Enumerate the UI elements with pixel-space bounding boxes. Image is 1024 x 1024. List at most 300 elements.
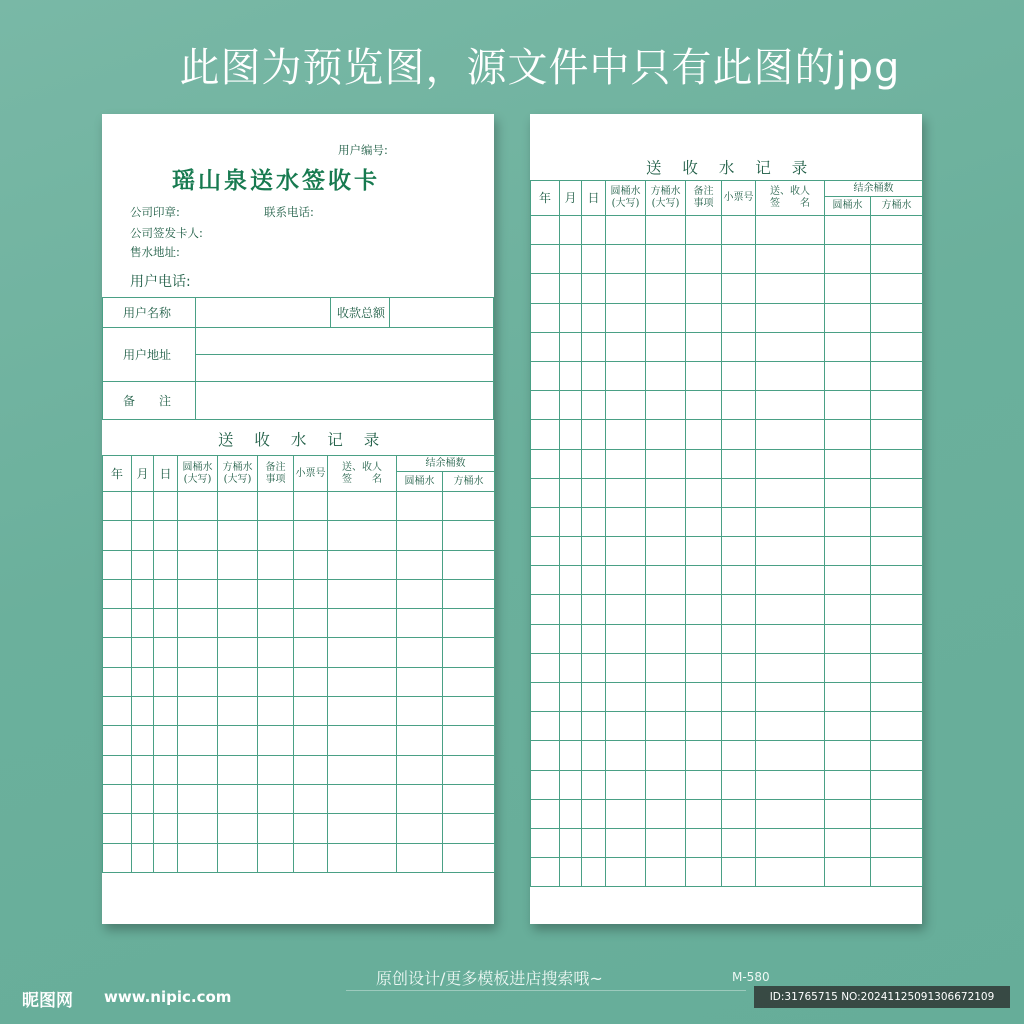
record-cell[interactable] (686, 595, 722, 624)
record-cell[interactable] (871, 507, 923, 536)
record-cell[interactable] (582, 478, 606, 507)
record-cell[interactable] (103, 609, 132, 638)
record-cell[interactable] (294, 550, 328, 579)
record-cell[interactable] (397, 755, 443, 784)
record-cell[interactable] (103, 814, 132, 843)
record-cell[interactable] (531, 332, 560, 361)
record-cell[interactable] (756, 420, 825, 449)
record-cell[interactable] (825, 361, 871, 390)
record-cell[interactable] (646, 303, 686, 332)
record-cell[interactable] (722, 391, 756, 420)
record-cell[interactable] (825, 449, 871, 478)
record-cell[interactable] (686, 478, 722, 507)
record-cell[interactable] (328, 784, 397, 813)
record-cell[interactable] (531, 770, 560, 799)
record-cell[interactable] (871, 303, 923, 332)
record-cell[interactable] (397, 697, 443, 726)
record-cell[interactable] (443, 638, 495, 667)
record-cell[interactable] (328, 814, 397, 843)
record-cell[interactable] (825, 566, 871, 595)
record-cell[interactable] (825, 391, 871, 420)
record-cell[interactable] (328, 667, 397, 696)
record-cell[interactable] (582, 624, 606, 653)
record-cell[interactable] (294, 784, 328, 813)
record-cell[interactable] (560, 566, 582, 595)
record-cell[interactable] (328, 579, 397, 608)
record-cell[interactable] (582, 595, 606, 624)
record-cell[interactable] (294, 638, 328, 667)
record-cell[interactable] (825, 712, 871, 741)
record-cell[interactable] (560, 303, 582, 332)
user-address-field-line2[interactable] (196, 355, 494, 382)
record-cell[interactable] (397, 579, 443, 608)
record-cell[interactable] (646, 391, 686, 420)
record-cell[interactable] (132, 784, 154, 813)
record-cell[interactable] (154, 843, 178, 872)
record-cell[interactable] (756, 799, 825, 828)
record-cell[interactable] (531, 653, 560, 682)
record-cell[interactable] (686, 683, 722, 712)
record-cell[interactable] (531, 595, 560, 624)
record-cell[interactable] (258, 784, 294, 813)
record-cell[interactable] (294, 492, 328, 521)
record-cell[interactable] (531, 391, 560, 420)
record-cell[interactable] (686, 858, 722, 887)
record-cell[interactable] (756, 858, 825, 887)
record-cell[interactable] (871, 624, 923, 653)
record-cell[interactable] (531, 478, 560, 507)
record-cell[interactable] (294, 579, 328, 608)
record-cell[interactable] (154, 492, 178, 521)
record-cell[interactable] (560, 216, 582, 245)
record-cell[interactable] (756, 391, 825, 420)
record-cell[interactable] (178, 638, 218, 667)
record-cell[interactable] (582, 332, 606, 361)
record-cell[interactable] (218, 843, 258, 872)
record-cell[interactable] (531, 683, 560, 712)
record-cell[interactable] (103, 726, 132, 755)
record-cell[interactable] (756, 595, 825, 624)
record-cell[interactable] (756, 741, 825, 770)
record-cell[interactable] (646, 449, 686, 478)
record-cell[interactable] (871, 537, 923, 566)
record-cell[interactable] (871, 391, 923, 420)
record-cell[interactable] (294, 609, 328, 638)
record-cell[interactable] (258, 579, 294, 608)
record-cell[interactable] (582, 245, 606, 274)
record-cell[interactable] (871, 478, 923, 507)
record-cell[interactable] (443, 521, 495, 550)
record-cell[interactable] (103, 550, 132, 579)
record-cell[interactable] (686, 420, 722, 449)
record-cell[interactable] (103, 521, 132, 550)
record-cell[interactable] (606, 741, 646, 770)
record-cell[interactable] (154, 579, 178, 608)
record-cell[interactable] (825, 478, 871, 507)
record-cell[interactable] (560, 391, 582, 420)
record-cell[interactable] (154, 609, 178, 638)
record-cell[interactable] (154, 667, 178, 696)
record-cell[interactable] (154, 726, 178, 755)
record-cell[interactable] (871, 858, 923, 887)
record-cell[interactable] (756, 566, 825, 595)
record-cell[interactable] (328, 726, 397, 755)
record-cell[interactable] (646, 653, 686, 682)
record-cell[interactable] (531, 245, 560, 274)
record-cell[interactable] (722, 303, 756, 332)
record-cell[interactable] (103, 697, 132, 726)
record-cell[interactable] (560, 332, 582, 361)
record-cell[interactable] (258, 843, 294, 872)
record-cell[interactable] (825, 741, 871, 770)
record-cell[interactable] (686, 449, 722, 478)
record-cell[interactable] (218, 814, 258, 843)
record-cell[interactable] (686, 799, 722, 828)
record-cell[interactable] (531, 537, 560, 566)
record-cell[interactable] (646, 274, 686, 303)
record-cell[interactable] (582, 449, 606, 478)
record-cell[interactable] (294, 521, 328, 550)
record-cell[interactable] (258, 550, 294, 579)
record-cell[interactable] (294, 667, 328, 696)
record-cell[interactable] (531, 420, 560, 449)
record-cell[interactable] (722, 478, 756, 507)
record-cell[interactable] (582, 653, 606, 682)
record-cell[interactable] (722, 624, 756, 653)
record-cell[interactable] (871, 770, 923, 799)
record-cell[interactable] (722, 216, 756, 245)
record-cell[interactable] (722, 799, 756, 828)
record-cell[interactable] (871, 653, 923, 682)
record-cell[interactable] (606, 245, 646, 274)
record-cell[interactable] (582, 828, 606, 857)
record-cell[interactable] (825, 799, 871, 828)
record-cell[interactable] (582, 391, 606, 420)
record-cell[interactable] (132, 814, 154, 843)
record-cell[interactable] (722, 361, 756, 390)
record-cell[interactable] (756, 478, 825, 507)
record-cell[interactable] (178, 814, 218, 843)
record-cell[interactable] (825, 420, 871, 449)
record-cell[interactable] (722, 449, 756, 478)
record-cell[interactable] (825, 683, 871, 712)
record-cell[interactable] (722, 507, 756, 536)
record-cell[interactable] (531, 274, 560, 303)
total-amount-field[interactable] (390, 298, 494, 328)
record-cell[interactable] (178, 550, 218, 579)
record-cell[interactable] (531, 828, 560, 857)
record-cell[interactable] (582, 566, 606, 595)
record-cell[interactable] (154, 521, 178, 550)
record-cell[interactable] (582, 537, 606, 566)
record-cell[interactable] (560, 712, 582, 741)
record-cell[interactable] (132, 492, 154, 521)
record-cell[interactable] (646, 858, 686, 887)
record-cell[interactable] (531, 858, 560, 887)
record-cell[interactable] (397, 550, 443, 579)
site-url-link[interactable]: www.nipic.com (104, 988, 232, 1006)
record-cell[interactable] (582, 712, 606, 741)
record-cell[interactable] (178, 579, 218, 608)
record-cell[interactable] (686, 653, 722, 682)
record-cell[interactable] (560, 858, 582, 887)
record-cell[interactable] (686, 245, 722, 274)
record-cell[interactable] (686, 274, 722, 303)
record-cell[interactable] (397, 492, 443, 521)
record-cell[interactable] (560, 624, 582, 653)
record-cell[interactable] (560, 799, 582, 828)
user-address-field-line1[interactable] (196, 328, 494, 355)
record-cell[interactable] (154, 784, 178, 813)
record-cell[interactable] (443, 784, 495, 813)
record-cell[interactable] (722, 274, 756, 303)
record-cell[interactable] (646, 828, 686, 857)
record-cell[interactable] (443, 609, 495, 638)
record-cell[interactable] (606, 653, 646, 682)
record-cell[interactable] (686, 566, 722, 595)
record-cell[interactable] (825, 858, 871, 887)
record-cell[interactable] (560, 537, 582, 566)
record-cell[interactable] (871, 828, 923, 857)
record-cell[interactable] (178, 609, 218, 638)
record-cell[interactable] (560, 478, 582, 507)
record-cell[interactable] (646, 741, 686, 770)
record-cell[interactable] (606, 274, 646, 303)
record-cell[interactable] (606, 216, 646, 245)
record-cell[interactable] (560, 595, 582, 624)
record-cell[interactable] (722, 566, 756, 595)
record-cell[interactable] (582, 683, 606, 712)
record-cell[interactable] (397, 521, 443, 550)
record-cell[interactable] (756, 828, 825, 857)
record-cell[interactable] (871, 683, 923, 712)
record-cell[interactable] (218, 726, 258, 755)
record-cell[interactable] (328, 521, 397, 550)
record-cell[interactable] (722, 595, 756, 624)
record-cell[interactable] (560, 741, 582, 770)
record-cell[interactable] (218, 697, 258, 726)
record-cell[interactable] (646, 770, 686, 799)
record-cell[interactable] (443, 755, 495, 784)
record-cell[interactable] (443, 843, 495, 872)
record-cell[interactable] (686, 303, 722, 332)
record-cell[interactable] (397, 638, 443, 667)
record-cell[interactable] (218, 638, 258, 667)
record-cell[interactable] (606, 537, 646, 566)
record-cell[interactable] (646, 624, 686, 653)
record-cell[interactable] (825, 332, 871, 361)
record-cell[interactable] (756, 712, 825, 741)
record-cell[interactable] (871, 712, 923, 741)
record-cell[interactable] (443, 667, 495, 696)
record-cell[interactable] (825, 624, 871, 653)
record-cell[interactable] (397, 784, 443, 813)
record-cell[interactable] (825, 507, 871, 536)
record-cell[interactable] (722, 537, 756, 566)
record-cell[interactable] (258, 521, 294, 550)
record-cell[interactable] (443, 579, 495, 608)
record-cell[interactable] (103, 667, 132, 696)
record-cell[interactable] (606, 828, 646, 857)
record-cell[interactable] (606, 391, 646, 420)
record-cell[interactable] (722, 828, 756, 857)
record-cell[interactable] (531, 624, 560, 653)
record-cell[interactable] (154, 550, 178, 579)
record-cell[interactable] (258, 638, 294, 667)
record-cell[interactable] (178, 843, 218, 872)
record-cell[interactable] (825, 828, 871, 857)
record-cell[interactable] (218, 550, 258, 579)
record-cell[interactable] (686, 507, 722, 536)
record-cell[interactable] (825, 274, 871, 303)
record-cell[interactable] (646, 595, 686, 624)
record-cell[interactable] (178, 697, 218, 726)
record-cell[interactable] (686, 828, 722, 857)
record-cell[interactable] (218, 492, 258, 521)
record-cell[interactable] (871, 799, 923, 828)
record-cell[interactable] (686, 770, 722, 799)
record-cell[interactable] (582, 770, 606, 799)
record-cell[interactable] (178, 726, 218, 755)
record-cell[interactable] (294, 814, 328, 843)
record-cell[interactable] (756, 449, 825, 478)
record-cell[interactable] (178, 521, 218, 550)
record-cell[interactable] (756, 303, 825, 332)
record-cell[interactable] (722, 858, 756, 887)
record-cell[interactable] (328, 697, 397, 726)
record-cell[interactable] (294, 726, 328, 755)
record-cell[interactable] (258, 814, 294, 843)
record-cell[interactable] (132, 550, 154, 579)
record-cell[interactable] (582, 858, 606, 887)
record-cell[interactable] (646, 478, 686, 507)
record-cell[interactable] (582, 274, 606, 303)
record-cell[interactable] (722, 332, 756, 361)
record-cell[interactable] (218, 784, 258, 813)
record-cell[interactable] (871, 566, 923, 595)
record-cell[interactable] (560, 770, 582, 799)
record-cell[interactable] (531, 566, 560, 595)
record-cell[interactable] (258, 697, 294, 726)
record-cell[interactable] (178, 755, 218, 784)
record-cell[interactable] (871, 449, 923, 478)
record-cell[interactable] (294, 697, 328, 726)
record-cell[interactable] (178, 492, 218, 521)
record-cell[interactable] (871, 274, 923, 303)
record-cell[interactable] (531, 507, 560, 536)
record-cell[interactable] (825, 303, 871, 332)
record-cell[interactable] (606, 712, 646, 741)
record-cell[interactable] (560, 274, 582, 303)
record-cell[interactable] (646, 216, 686, 245)
record-cell[interactable] (103, 755, 132, 784)
record-cell[interactable] (722, 420, 756, 449)
record-cell[interactable] (722, 653, 756, 682)
record-cell[interactable] (871, 361, 923, 390)
record-cell[interactable] (686, 391, 722, 420)
record-cell[interactable] (132, 638, 154, 667)
record-cell[interactable] (756, 332, 825, 361)
record-cell[interactable] (756, 653, 825, 682)
record-cell[interactable] (178, 667, 218, 696)
record-cell[interactable] (825, 537, 871, 566)
record-cell[interactable] (582, 741, 606, 770)
record-cell[interactable] (154, 697, 178, 726)
record-cell[interactable] (606, 507, 646, 536)
record-cell[interactable] (258, 609, 294, 638)
record-cell[interactable] (756, 361, 825, 390)
record-cell[interactable] (606, 303, 646, 332)
record-cell[interactable] (132, 843, 154, 872)
record-cell[interactable] (443, 492, 495, 521)
record-cell[interactable] (103, 579, 132, 608)
record-cell[interactable] (154, 638, 178, 667)
record-cell[interactable] (132, 579, 154, 608)
record-cell[interactable] (646, 712, 686, 741)
user-name-field[interactable] (196, 298, 331, 328)
record-cell[interactable] (218, 667, 258, 696)
record-cell[interactable] (825, 770, 871, 799)
record-cell[interactable] (218, 521, 258, 550)
record-cell[interactable] (560, 449, 582, 478)
record-cell[interactable] (294, 755, 328, 784)
record-cell[interactable] (722, 712, 756, 741)
record-cell[interactable] (218, 579, 258, 608)
record-cell[interactable] (258, 755, 294, 784)
record-cell[interactable] (154, 814, 178, 843)
record-cell[interactable] (646, 566, 686, 595)
record-cell[interactable] (722, 245, 756, 274)
record-cell[interactable] (531, 712, 560, 741)
record-cell[interactable] (531, 741, 560, 770)
record-cell[interactable] (756, 216, 825, 245)
record-cell[interactable] (871, 420, 923, 449)
record-cell[interactable] (218, 609, 258, 638)
record-cell[interactable] (756, 537, 825, 566)
record-cell[interactable] (825, 245, 871, 274)
record-cell[interactable] (132, 755, 154, 784)
record-cell[interactable] (560, 420, 582, 449)
record-cell[interactable] (756, 507, 825, 536)
record-cell[interactable] (756, 683, 825, 712)
record-cell[interactable] (722, 770, 756, 799)
record-cell[interactable] (258, 667, 294, 696)
record-cell[interactable] (606, 683, 646, 712)
record-cell[interactable] (871, 741, 923, 770)
record-cell[interactable] (756, 624, 825, 653)
record-cell[interactable] (646, 361, 686, 390)
record-cell[interactable] (871, 332, 923, 361)
record-cell[interactable] (582, 303, 606, 332)
record-cell[interactable] (582, 799, 606, 828)
record-cell[interactable] (686, 332, 722, 361)
record-cell[interactable] (328, 755, 397, 784)
record-cell[interactable] (443, 814, 495, 843)
record-cell[interactable] (328, 492, 397, 521)
record-cell[interactable] (606, 449, 646, 478)
record-cell[interactable] (397, 609, 443, 638)
record-cell[interactable] (646, 683, 686, 712)
record-cell[interactable] (871, 216, 923, 245)
record-cell[interactable] (646, 245, 686, 274)
record-cell[interactable] (531, 361, 560, 390)
record-cell[interactable] (443, 697, 495, 726)
record-cell[interactable] (560, 245, 582, 274)
record-cell[interactable] (646, 507, 686, 536)
record-cell[interactable] (132, 521, 154, 550)
record-cell[interactable] (606, 770, 646, 799)
record-cell[interactable] (397, 814, 443, 843)
